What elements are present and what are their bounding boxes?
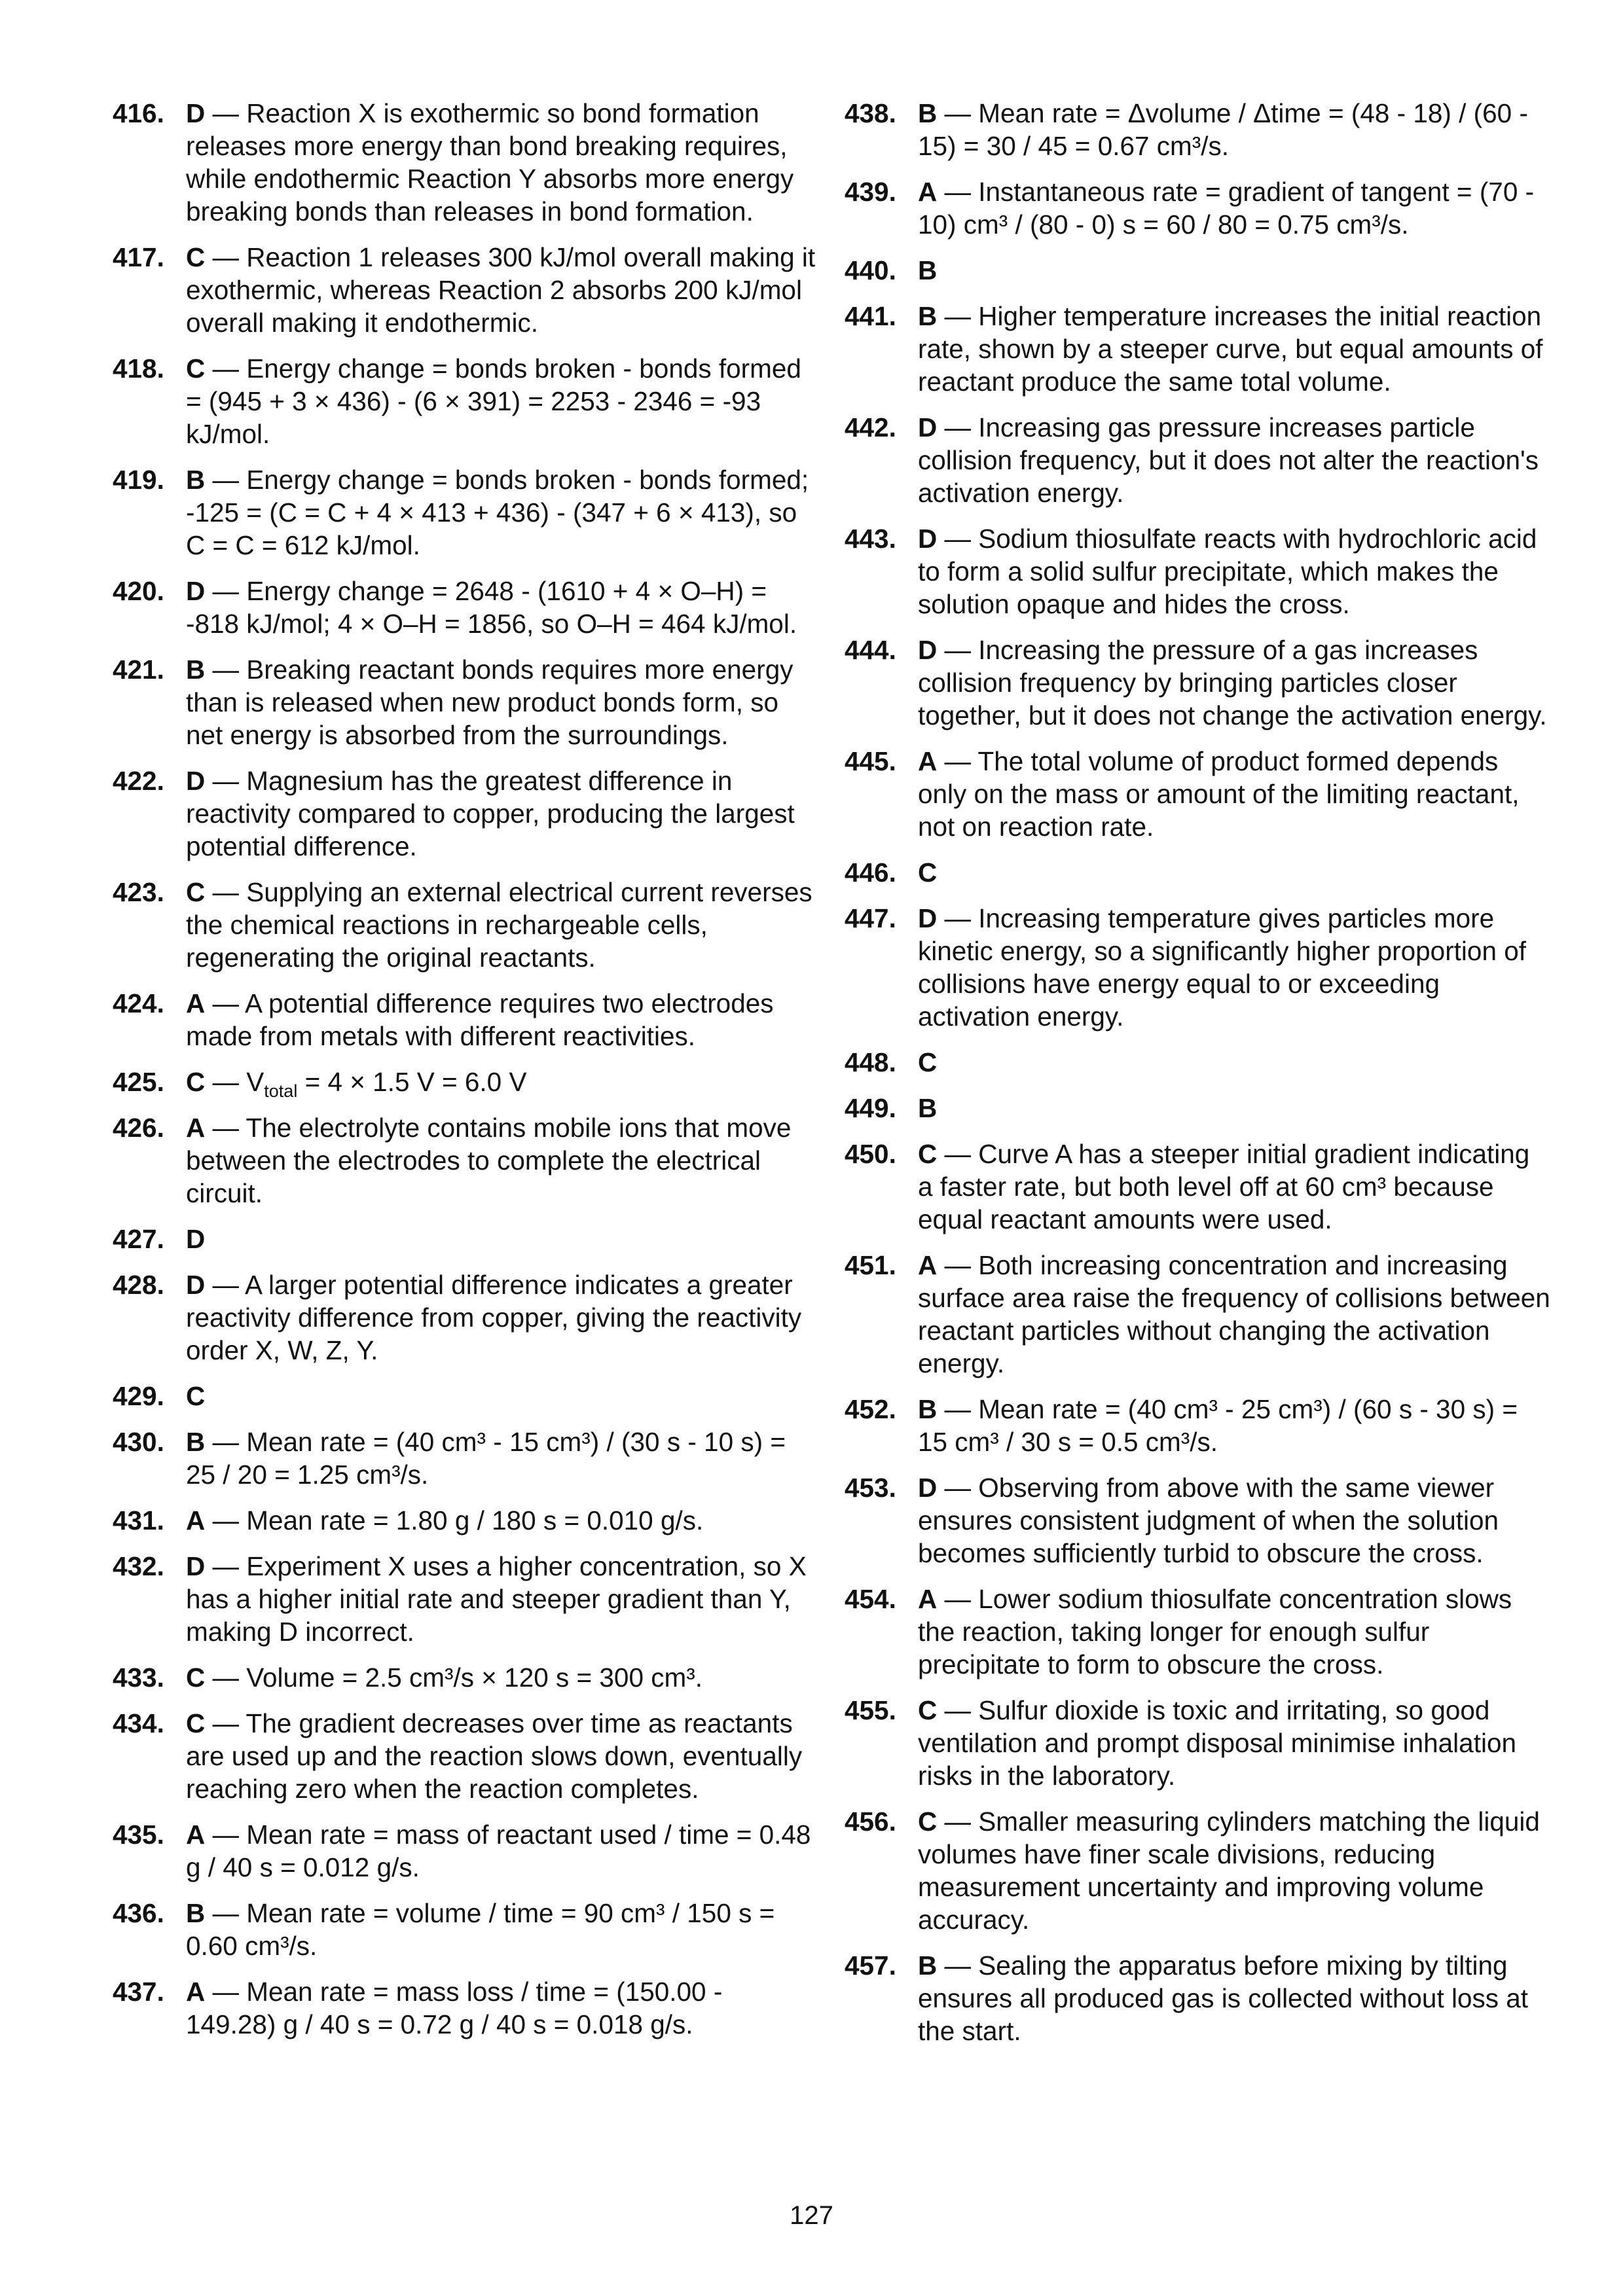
right-answer-column — [845, 97, 1552, 2060]
answer-body — [918, 1249, 1552, 1380]
answer-entry — [113, 1223, 816, 1255]
answer-letter: A — [186, 1820, 206, 1850]
answer-body — [186, 1426, 816, 1491]
answer-body — [918, 411, 1552, 509]
answer-entry — [845, 856, 1552, 889]
answer-entry — [845, 1694, 1552, 1792]
question-number: 426. — [113, 1113, 164, 1143]
answer-letter: B — [186, 655, 206, 685]
answer-letter: D — [918, 903, 938, 933]
explanation-text: — V — [205, 1067, 264, 1097]
answer-letter: C — [918, 1695, 938, 1725]
question-number: 418. — [113, 353, 164, 384]
answer-letter: C — [186, 877, 206, 907]
explanation-text: — Energy change = 2648 - (1610 + 4 × O–H) = -818 kJ/mol; 4 × O–H = 1856, so O–H = 464 kJ/mol. — [186, 576, 797, 639]
explanation-text: — Sodium thiosulfate reacts with hydrochloric acid to form a solid sulfur precipitate, which makes the solution opaque and hides the cross. — [918, 524, 1537, 619]
answer-entry — [113, 1426, 816, 1491]
answer-entry — [845, 1583, 1552, 1681]
explanation-text: — Lower sodium thiosulfate concentration slows the reaction, taking longer for enough sulfur precipitate to form to obscure the cross. — [918, 1584, 1512, 1679]
explanation-text: — Curve A has a steeper initial gradient indicating a faster rate, but both level off at 60 cm³ because equal reactant amounts were used. — [918, 1139, 1530, 1234]
answer-entry — [845, 1046, 1552, 1079]
question-number: 453. — [845, 1473, 896, 1503]
answer-letter: D — [186, 766, 206, 796]
answer-letter: B — [918, 255, 938, 285]
answer-letter: D — [918, 635, 938, 665]
answer-body — [186, 1818, 816, 1884]
answer-letter: A — [918, 1584, 938, 1614]
answer-entry — [113, 987, 816, 1052]
answer-letter: B — [186, 1898, 206, 1928]
answer-letter: B — [186, 465, 206, 495]
answer-letter: B — [918, 1950, 938, 1981]
answer-body — [918, 175, 1552, 241]
question-number: 448. — [845, 1047, 896, 1077]
answer-letter: A — [186, 988, 206, 1018]
question-number: 419. — [113, 465, 164, 495]
answer-body — [186, 241, 816, 339]
answer-body — [186, 1975, 816, 2041]
answer-letter: C — [918, 857, 938, 888]
explanation-text: — Sulfur dioxide is toxic and irritating, so good ventilation and prompt disposal minimise inhalation risks in the laboratory. — [918, 1695, 1516, 1791]
answer-entry — [113, 764, 816, 863]
answer-body — [918, 97, 1552, 162]
question-number: 421. — [113, 655, 164, 685]
question-number: 429. — [113, 1381, 164, 1411]
answer-letter: D — [186, 1224, 206, 1254]
question-number: 434. — [113, 1708, 164, 1738]
answer-entry — [845, 175, 1552, 241]
explanation-text: — The gradient decreases over time as reactants are used up and the reaction slows down, eventually reaching zero when the reaction completes. — [186, 1708, 803, 1804]
answer-letter: C — [186, 1708, 206, 1738]
answer-entry — [845, 411, 1552, 509]
explanation-text: — Mean rate = 1.80 g / 180 s = 0.010 g/s. — [205, 1505, 704, 1535]
answer-body — [918, 300, 1552, 398]
explanation-text: — Mean rate = (40 cm³ - 25 cm³) / (60 s - 30 s) = 15 cm³ / 30 s = 0.5 cm³/s. — [918, 1394, 1518, 1457]
answer-body — [186, 764, 816, 863]
left-answer-column — [113, 97, 816, 2054]
question-number: 420. — [113, 576, 164, 606]
question-number: 449. — [845, 1093, 896, 1123]
answer-letter: B — [918, 301, 938, 331]
explanation-text: — Experiment X uses a higher concentration, so X has a higher initial rate and steeper gradient than Y, making D incorrect. — [186, 1551, 807, 1647]
answer-entry — [113, 1380, 816, 1412]
answer-body — [186, 1707, 816, 1805]
explanation-text: — The total volume of product formed depends only on the mass or amount of the limiting reactant, not on reaction rate. — [918, 746, 1520, 842]
answer-entry — [113, 1975, 816, 2041]
answer-entry — [845, 902, 1552, 1033]
answer-body — [918, 902, 1552, 1033]
answer-entry — [113, 653, 816, 751]
explanation-text: — Increasing the pressure of a gas increases collision frequency by bringing particles closer together, but it does not change the activation energy. — [918, 635, 1547, 730]
answer-body — [186, 352, 816, 450]
answer-entry — [113, 1268, 816, 1367]
answer-entry — [113, 1897, 816, 1962]
question-number: 439. — [845, 177, 896, 207]
question-number: 443. — [845, 524, 896, 554]
answer-body — [918, 1471, 1552, 1570]
explanation-text: — Observing from above with the same viewer ensures consistent judgment of when the solution becomes sufficiently turbid to obscure the cross. — [918, 1473, 1499, 1568]
question-number: 427. — [113, 1224, 164, 1254]
answer-entry — [113, 463, 816, 562]
answer-body — [186, 97, 816, 228]
answer-body — [918, 634, 1552, 732]
answer-entry — [113, 1504, 816, 1537]
answer-body — [186, 653, 816, 751]
answer-body — [918, 1583, 1552, 1681]
answer-body — [186, 1661, 816, 1694]
question-number: 451. — [845, 1250, 896, 1280]
answer-body — [186, 1380, 816, 1412]
answer-entry — [845, 97, 1552, 162]
answer-letter: D — [186, 1270, 206, 1300]
answer-body — [186, 1550, 816, 1648]
answer-letter: B — [186, 1427, 206, 1457]
explanation-text: — The electrolyte contains mobile ions that move between the electrodes to complete the electrical circuit. — [186, 1113, 792, 1208]
question-number: 456. — [845, 1806, 896, 1837]
answer-body — [186, 987, 816, 1052]
answer-body — [186, 1897, 816, 1962]
answer-entry — [113, 1818, 816, 1884]
question-number: 432. — [113, 1551, 164, 1581]
answer-entry — [845, 745, 1552, 843]
answer-entry — [113, 575, 816, 640]
explanation-text: — Supplying an external electrical current reverses the chemical reactions in rechargeable cells, regenerating the original reactants. — [186, 877, 812, 973]
answer-letter: C — [186, 353, 206, 384]
answer-letter: C — [186, 242, 206, 272]
answer-letter: D — [918, 524, 938, 554]
explanation-text: — Both increasing concentration and increasing surface area raise the frequency of collisions between reactant particles without changing the activation energy. — [918, 1250, 1550, 1378]
explanation-text: — Reaction 1 releases 300 kJ/mol overall making it exothermic, whereas Reaction 2 absorbs 200 kJ/mol overall making it endothermic. — [186, 242, 816, 338]
answer-letter: D — [918, 1473, 938, 1503]
question-number: 431. — [113, 1505, 164, 1535]
answer-letter: C — [918, 1139, 938, 1169]
answer-letter: D — [918, 412, 938, 442]
answer-letter: D — [186, 1551, 206, 1581]
question-number: 440. — [845, 255, 896, 285]
answer-body — [918, 745, 1552, 843]
question-number: 438. — [845, 98, 896, 128]
answer-body — [918, 1805, 1552, 1936]
answer-entry — [845, 1949, 1552, 2047]
explanation-text: — A potential difference requires two electrodes made from metals with different reactivities. — [186, 988, 774, 1051]
question-number: 416. — [113, 98, 164, 128]
question-number: 425. — [113, 1067, 164, 1097]
explanation-text: — Reaction X is exothermic so bond formation releases more energy than bond breaking requires, while endothermic Reaction Y absorbs more energy breaking bonds than releases in bond formation. — [186, 98, 794, 226]
explanation-text: — Mean rate = (40 cm³ - 15 cm³) / (30 s - 10 s) = 25 / 20 = 1.25 cm³/s. — [186, 1427, 786, 1490]
explanation-text: — Volume = 2.5 cm³/s × 120 s = 300 cm³. — [205, 1662, 702, 1693]
answer-letter: B — [918, 1093, 938, 1123]
explanation-text: — Magnesium has the greatest difference in reactivity compared to copper, producing the largest potential difference. — [186, 766, 795, 861]
answer-body — [918, 522, 1552, 620]
answer-entry — [845, 522, 1552, 620]
question-number: 454. — [845, 1584, 896, 1614]
answer-body — [918, 856, 1552, 889]
answer-entry — [113, 97, 816, 228]
answer-body — [918, 1694, 1552, 1792]
explanation-text-continued: = 4 × 1.5 V = 6.0 V — [297, 1067, 527, 1097]
explanation-text: — Smaller measuring cylinders matching the liquid volumes have finer scale divisions, reducing measurement uncertainty and improving volume accuracy. — [918, 1806, 1540, 1935]
explanation-text: — Mean rate = Δvolume / Δtime = (48 - 18) / (60 - 15) = 30 / 45 = 0.67 cm³/s. — [918, 98, 1528, 161]
answer-body — [918, 1393, 1552, 1458]
explanation-text: — Mean rate = mass loss / time = (150.00 - 149.28) g / 40 s = 0.72 g / 40 s = 0.018 g/s. — [186, 1977, 723, 2039]
question-number: 455. — [845, 1695, 896, 1725]
answer-body — [186, 1111, 816, 1210]
answer-letter: B — [918, 98, 938, 128]
answer-letter: A — [186, 1113, 206, 1143]
answer-entry — [113, 241, 816, 339]
question-number: 423. — [113, 877, 164, 907]
question-number: 445. — [845, 746, 896, 776]
answer-letter: C — [918, 1806, 938, 1837]
explanation-text: — Higher temperature increases the initial reaction rate, shown by a steeper curve, but equal amounts of reactant produce the same total volume. — [918, 301, 1543, 397]
question-number: 444. — [845, 635, 896, 665]
explanation-text: — Instantaneous rate = gradient of tangent = (70 - 10) cm³ / (80 - 0) s = 60 / 80 = 0.75 cm³/s. — [918, 177, 1535, 240]
answer-letter: B — [918, 1394, 938, 1424]
question-number: 430. — [113, 1427, 164, 1457]
explanation-text: — Increasing temperature gives particles more kinetic energy, so a significantly higher proportion of collisions have energy equal to or exceeding activation energy. — [918, 903, 1527, 1031]
answer-entry — [845, 254, 1552, 287]
answer-entry — [845, 300, 1552, 398]
answer-letter: C — [186, 1381, 206, 1411]
explanation-text: — A larger potential difference indicates a greater reactivity difference from copper, giving the reactivity order X, W, Z, Y. — [186, 1270, 802, 1365]
answer-body — [186, 876, 816, 974]
answer-entry — [113, 352, 816, 450]
answer-entry — [845, 1138, 1552, 1236]
answer-entry — [113, 876, 816, 974]
answer-entry — [113, 1661, 816, 1694]
answer-letter: D — [186, 576, 206, 606]
answer-letter: C — [186, 1662, 206, 1693]
answer-entry — [845, 1092, 1552, 1124]
explanation-text: — Energy change = bonds broken - bonds formed; -125 = (C = C + 4 × 413 + 436) - (347 + 6 × 413), so C = C = 612 kJ/mol. — [186, 465, 809, 560]
answer-letter: A — [918, 1250, 938, 1280]
answer-body — [186, 1066, 816, 1101]
question-number: 452. — [845, 1394, 896, 1424]
answer-entry — [845, 1393, 1552, 1458]
subscript-text: total — [264, 1081, 298, 1101]
answer-body — [186, 1504, 816, 1537]
answer-letter: A — [918, 746, 938, 776]
question-number: 424. — [113, 988, 164, 1018]
answer-entry — [845, 1805, 1552, 1936]
answer-body — [918, 1046, 1552, 1079]
question-number: 446. — [845, 857, 896, 888]
question-number: 422. — [113, 766, 164, 796]
answer-letter: D — [186, 98, 206, 128]
question-number: 417. — [113, 242, 164, 272]
answer-body — [186, 1223, 816, 1255]
explanation-text: — Sealing the apparatus before mixing by tilting ensures all produced gas is collected without loss at the start. — [918, 1950, 1529, 2046]
question-number: 441. — [845, 301, 896, 331]
answer-entry — [113, 1550, 816, 1648]
question-number: 435. — [113, 1820, 164, 1850]
explanation-text: — Increasing gas pressure increases particle collision frequency, but it does not alter the reaction's activation energy. — [918, 412, 1539, 508]
question-number: 437. — [113, 1977, 164, 2007]
answer-letter: A — [186, 1977, 206, 2007]
answer-entry — [845, 1471, 1552, 1570]
answer-letter: A — [918, 177, 938, 207]
question-number: 442. — [845, 412, 896, 442]
page-number: 127 — [790, 2201, 833, 2230]
answer-body — [186, 575, 816, 640]
answer-letter: C — [186, 1067, 206, 1097]
explanation-text: — Mean rate = volume / time = 90 cm³ / 150 s = 0.60 cm³/s. — [186, 1898, 775, 1961]
answer-body — [918, 1138, 1552, 1236]
answer-entry — [845, 1249, 1552, 1380]
answer-body — [186, 463, 816, 562]
answer-letter: C — [918, 1047, 938, 1077]
question-number: 433. — [113, 1662, 164, 1693]
answer-body — [918, 254, 1552, 287]
answer-body — [186, 1268, 816, 1367]
answer-letter: A — [186, 1505, 206, 1535]
answer-body — [918, 1092, 1552, 1124]
answer-body — [918, 1949, 1552, 2047]
answer-entry — [113, 1111, 816, 1210]
answer-entry — [113, 1066, 816, 1101]
answer-entry — [845, 634, 1552, 732]
explanation-text: — Energy change = bonds broken - bonds formed = (945 + 3 × 436) - (6 × 391) = 2253 - 2346 = -93 kJ/mol. — [186, 353, 801, 449]
explanation-text: — Mean rate = mass of reactant used / time = 0.48 g / 40 s = 0.012 g/s. — [186, 1820, 811, 1882]
question-number: 436. — [113, 1898, 164, 1928]
question-number: 428. — [113, 1270, 164, 1300]
question-number: 450. — [845, 1139, 896, 1169]
answer-entry — [113, 1707, 816, 1805]
explanation-text: — Breaking reactant bonds requires more energy than is released when new product bonds form, so net energy is absorbed from the surroundings. — [186, 655, 793, 750]
question-number: 447. — [845, 903, 896, 933]
question-number: 457. — [845, 1950, 896, 1981]
